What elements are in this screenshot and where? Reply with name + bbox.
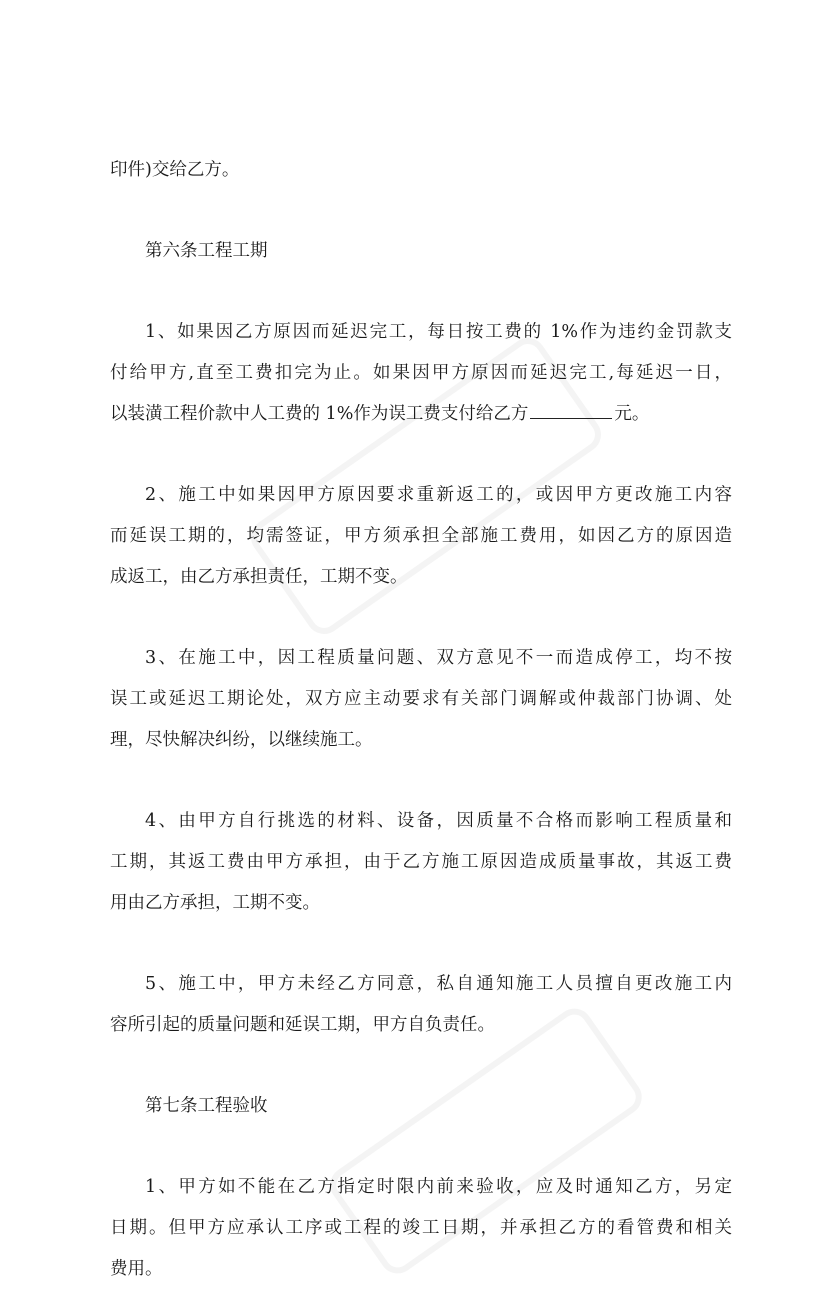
paragraph-line-with-blank xyxy=(110,394,732,435)
paragraph-text: 以装潢工程价款中人工费的 1%作为误工费支付给乙方 xyxy=(110,404,529,424)
paragraph-line: 容所引起的质量问题和延误工期，甲方自负责任。 xyxy=(110,1015,495,1035)
paragraph-line: 而延误工期的，均需签证，甲方须承担全部施工费用，如因乙方的原因造 xyxy=(110,526,732,546)
document-page xyxy=(110,150,732,1290)
paragraph-line: 付给甲方,直至工费扣完为止。如果因甲方原因而延迟完工,每延迟一日， xyxy=(110,363,732,383)
paragraph-line: 理，尽快解决纠纷，以继续施工。 xyxy=(110,730,373,750)
paragraph-line: 1、如果因乙方原因而延迟完工，每日按工费的 1%作为违约金罚款支 xyxy=(145,322,732,342)
paragraph-line: 日期。但甲方应承认工序或工程的竣工日期，并承担乙方的看管费和相关 xyxy=(110,1218,732,1238)
paragraph-text: 元。 xyxy=(614,404,650,424)
paragraph-line: 费用。 xyxy=(110,1259,163,1279)
section-heading-6: 第六条工程工期 xyxy=(145,241,268,261)
paragraph-line: 印件)交给乙方。 xyxy=(110,160,240,180)
paragraph-line: 3、在施工中，因工程质量问题、双方意见不一而造成停工，均不按 xyxy=(145,648,732,668)
spacer xyxy=(110,1127,732,1167)
paragraph-line: 用由乙方承担，工期不变。 xyxy=(110,893,320,913)
paragraph-line: 误工或延迟工期论处，双方应主动要求有关部门调解或仲裁部门协调、处 xyxy=(110,689,732,709)
spacer xyxy=(110,761,732,801)
paragraph-line: 工期，其返工费由甲方承担，由于乙方施工原因造成质量事故，其返工费 xyxy=(110,852,732,872)
paragraph-line: 5、施工中，甲方未经乙方同意，私自通知施工人员擅自更改施工内 xyxy=(145,974,732,994)
fill-in-blank[interactable] xyxy=(530,396,612,419)
paragraph-line: 4、由甲方自行挑选的材料、设备，因质量不合格而影响工程质量和 xyxy=(145,811,732,831)
spacer xyxy=(110,191,732,231)
section-heading-7: 第七条工程验收 xyxy=(145,1096,268,1116)
paragraph-line: 成返工，由乙方承担责任，工期不变。 xyxy=(110,567,408,587)
spacer xyxy=(110,598,732,638)
spacer xyxy=(110,924,732,964)
paragraph-line: 1、甲方如不能在乙方指定时限内前来验收，应及时通知乙方，另定 xyxy=(145,1177,732,1197)
spacer xyxy=(110,272,732,312)
spacer xyxy=(110,1046,732,1086)
spacer xyxy=(110,435,732,475)
paragraph-line: 2、施工中如果因甲方原因要求重新返工的，或因甲方更改施工内容 xyxy=(145,485,732,505)
